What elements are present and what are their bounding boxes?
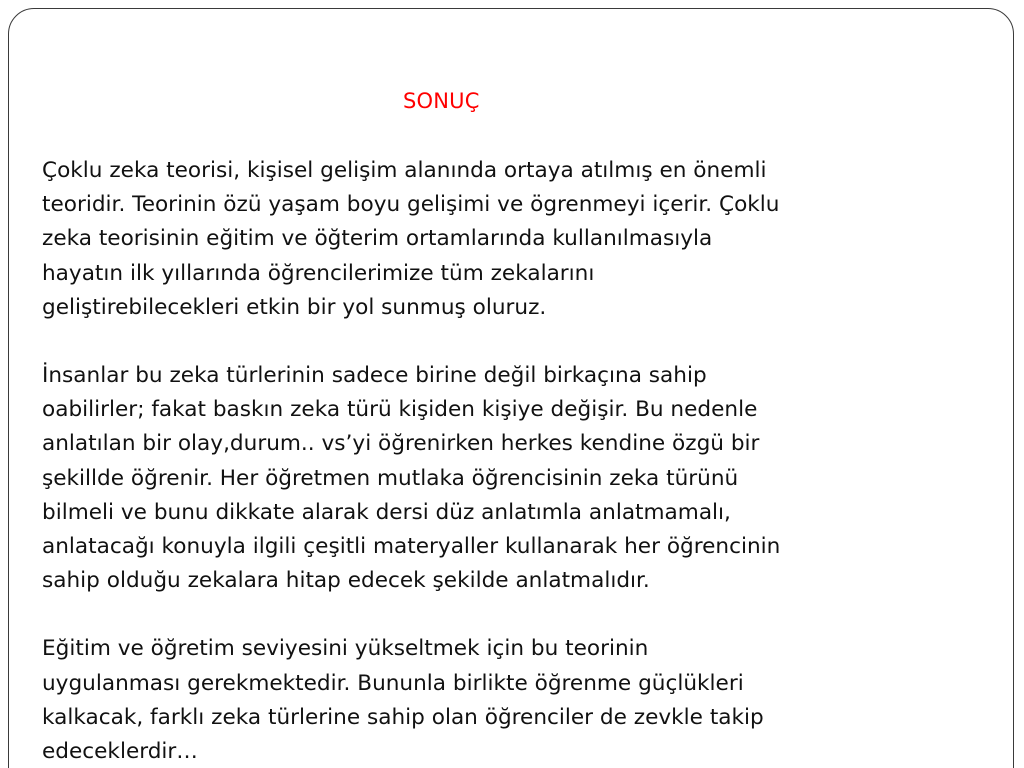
slide-title: SONUÇ bbox=[403, 89, 480, 113]
slide-body bbox=[42, 154, 992, 768]
paragraph-intro: Çoklu zeka teorisi, kişisel gelişim alanında ortaya atılmış en önemli teoridir. Teorinin özü yaşam boyu gelişimi ve ögrenmeyi içerir. Çoklu zeka teorisinin eğitim ve öğterim ortamlarında kullanılmasıyla hayatın ilk yıllarında öğrencilerimize tüm zekalarını geliştirebilecekleri etkin bir yol sunmuş oluruz. bbox=[42, 158, 780, 320]
paragraph-intelligence-types: İnsanlar bu zeka türlerinin sadece birine değil birkaçına sahip oabilirler; fakat baskın zeka türü kişiden kişiye değişir. Bu nedenle anlatılan bir olay,durum.. vs’yi öğrenirken herkes kendine özgü bir şekillde öğrenir. Her öğretmen mutlaka öğrencisinin zeka türünü bilmeli ve bunu dikkate alarak dersi düz anlatımla anlatmamalı, anlatacağı konuyla ilgili çeşitli materyaller kullanarak her öğrencinin sahip olduğu zekalara hitap edecek şekilde anlatmalıdır. bbox=[42, 363, 781, 594]
paragraph-conclusion: Eğitim ve öğretim seviyesini yükseltmek için bu teorinin uygulanması gerekmektedir. Bununla birlikte öğrenme güçlükleri kalkacak, farklı zeka türlerine sahip olan öğrenciler de zevkle takip edeceklerdir… bbox=[42, 636, 764, 765]
